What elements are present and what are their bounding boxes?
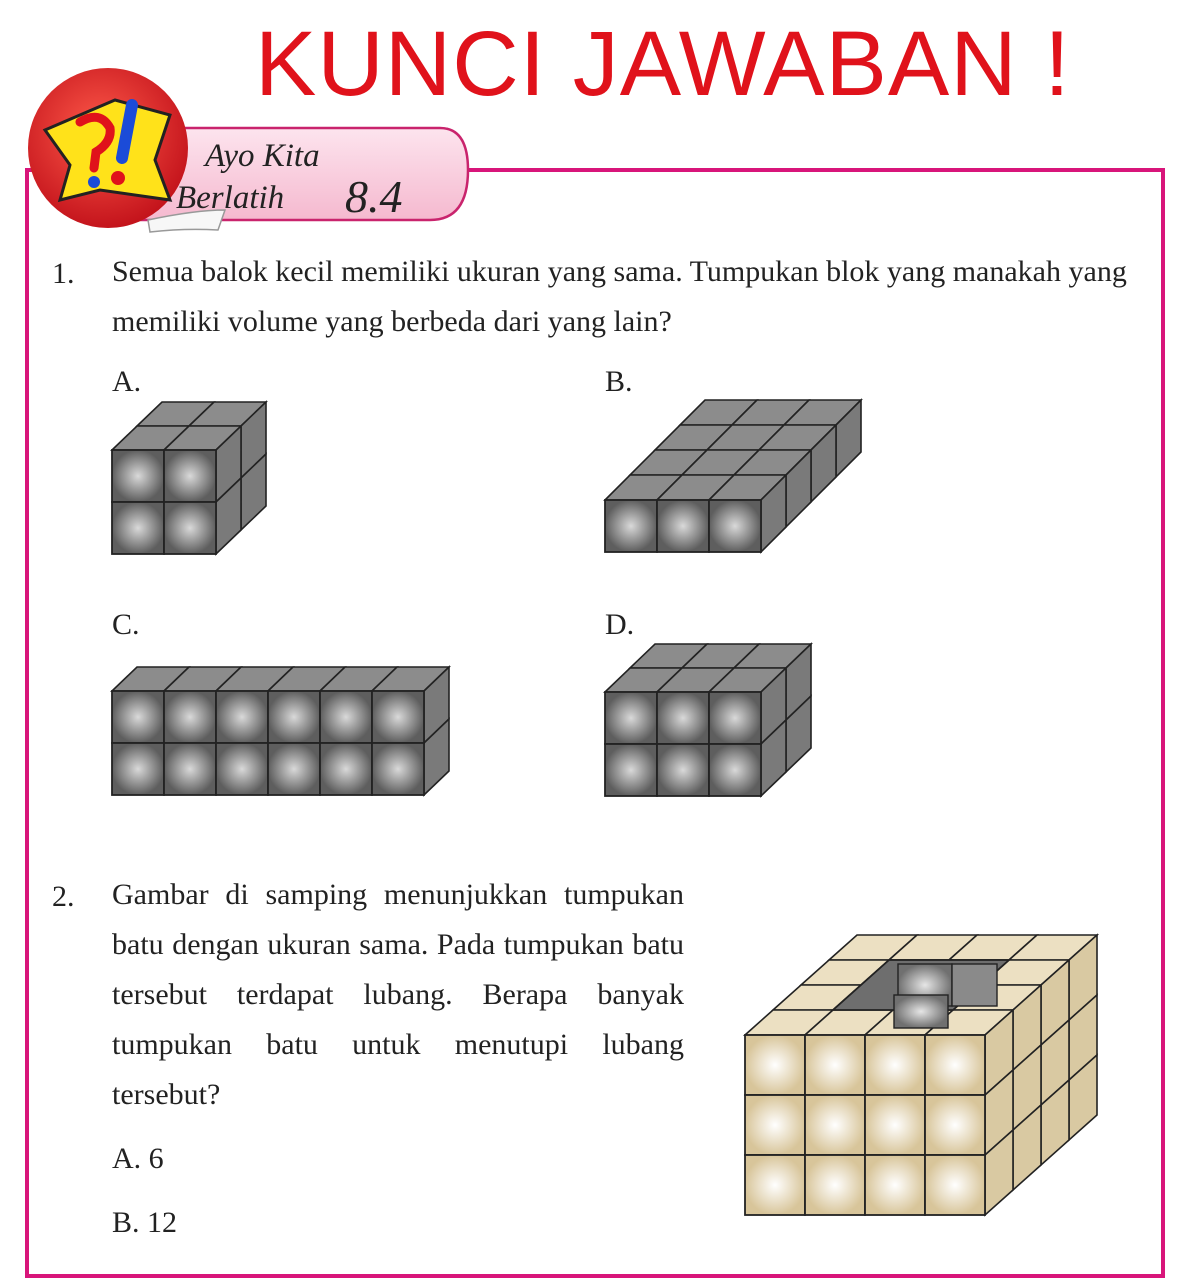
question-1-text: Semua balok kecil memiliki ukuran yang sama. Tumpukan blok yang manakah yang memiliki volume yang berbeda dari yang lain?	[112, 255, 1127, 338]
block-front-face	[164, 502, 216, 554]
block-front-face	[865, 1035, 925, 1095]
badge-line-2: Berlatih	[176, 180, 285, 216]
option-b-label: B.	[605, 365, 633, 398]
block-front-face	[745, 1035, 805, 1095]
figure-c-blocks	[100, 655, 460, 805]
block-front-face	[805, 1095, 865, 1155]
badge-line-1: Ayo Kita	[205, 138, 320, 174]
block-front-face	[865, 1095, 925, 1155]
block-front-face	[164, 691, 216, 743]
question-1-number: 1.	[52, 257, 75, 290]
block-front-face	[925, 1035, 985, 1095]
block-front-face	[805, 1155, 865, 1215]
block-front-face	[657, 500, 709, 552]
block-front-face	[709, 692, 761, 744]
block-front-face	[112, 450, 164, 502]
block-front-face	[216, 743, 268, 795]
block-front-face	[657, 692, 709, 744]
block-front-face	[925, 1155, 985, 1215]
block-front-face	[745, 1095, 805, 1155]
block-front-face	[605, 744, 657, 796]
block-front-face	[112, 502, 164, 554]
figure-b-blocks	[595, 390, 875, 560]
block-front-face	[657, 744, 709, 796]
block-front-face	[925, 1095, 985, 1155]
block-front-face	[320, 691, 372, 743]
stone-stack-figure	[735, 885, 1155, 1246]
block-front-face	[865, 1155, 925, 1215]
question-2-text: Gambar di samping menunjukkan tumpukan batu dengan ukuran sama. Pada tumpukan batu tersebut terdapat lubang. Berapa banyak tumpukan batu untuk menutupi lubang tersebut?	[112, 878, 684, 1111]
block-front-face	[805, 1035, 865, 1095]
block-front-face	[320, 743, 372, 795]
hole-inner-block	[894, 995, 948, 1028]
block-front-face	[372, 691, 424, 743]
hole-inner-block	[952, 964, 997, 1006]
option-c-label: C.	[112, 608, 140, 641]
block-front-face	[112, 743, 164, 795]
option-d-label: D.	[605, 608, 635, 641]
block-front-face	[164, 450, 216, 502]
block-front-face	[216, 691, 268, 743]
block-front-face	[709, 744, 761, 796]
answer-a: A. 6	[112, 1142, 164, 1175]
page-title: KUNCI JAWABAN !	[255, 13, 1071, 115]
badge-number: 8.4	[345, 171, 403, 222]
block-front-face	[372, 743, 424, 795]
figure-d-blocks	[595, 630, 825, 805]
block-front-face	[605, 692, 657, 744]
figure-a-blocks	[100, 390, 300, 560]
block-front-face	[709, 500, 761, 552]
block-front-face	[164, 743, 216, 795]
block-front-face	[268, 743, 320, 795]
block-front-face	[268, 691, 320, 743]
block-front-face	[745, 1155, 805, 1215]
block-front-face	[605, 500, 657, 552]
option-a-label: A.	[112, 365, 142, 398]
answer-b: B. 12	[112, 1206, 178, 1239]
block-front-face	[112, 691, 164, 743]
question-2-number: 2.	[52, 880, 75, 913]
